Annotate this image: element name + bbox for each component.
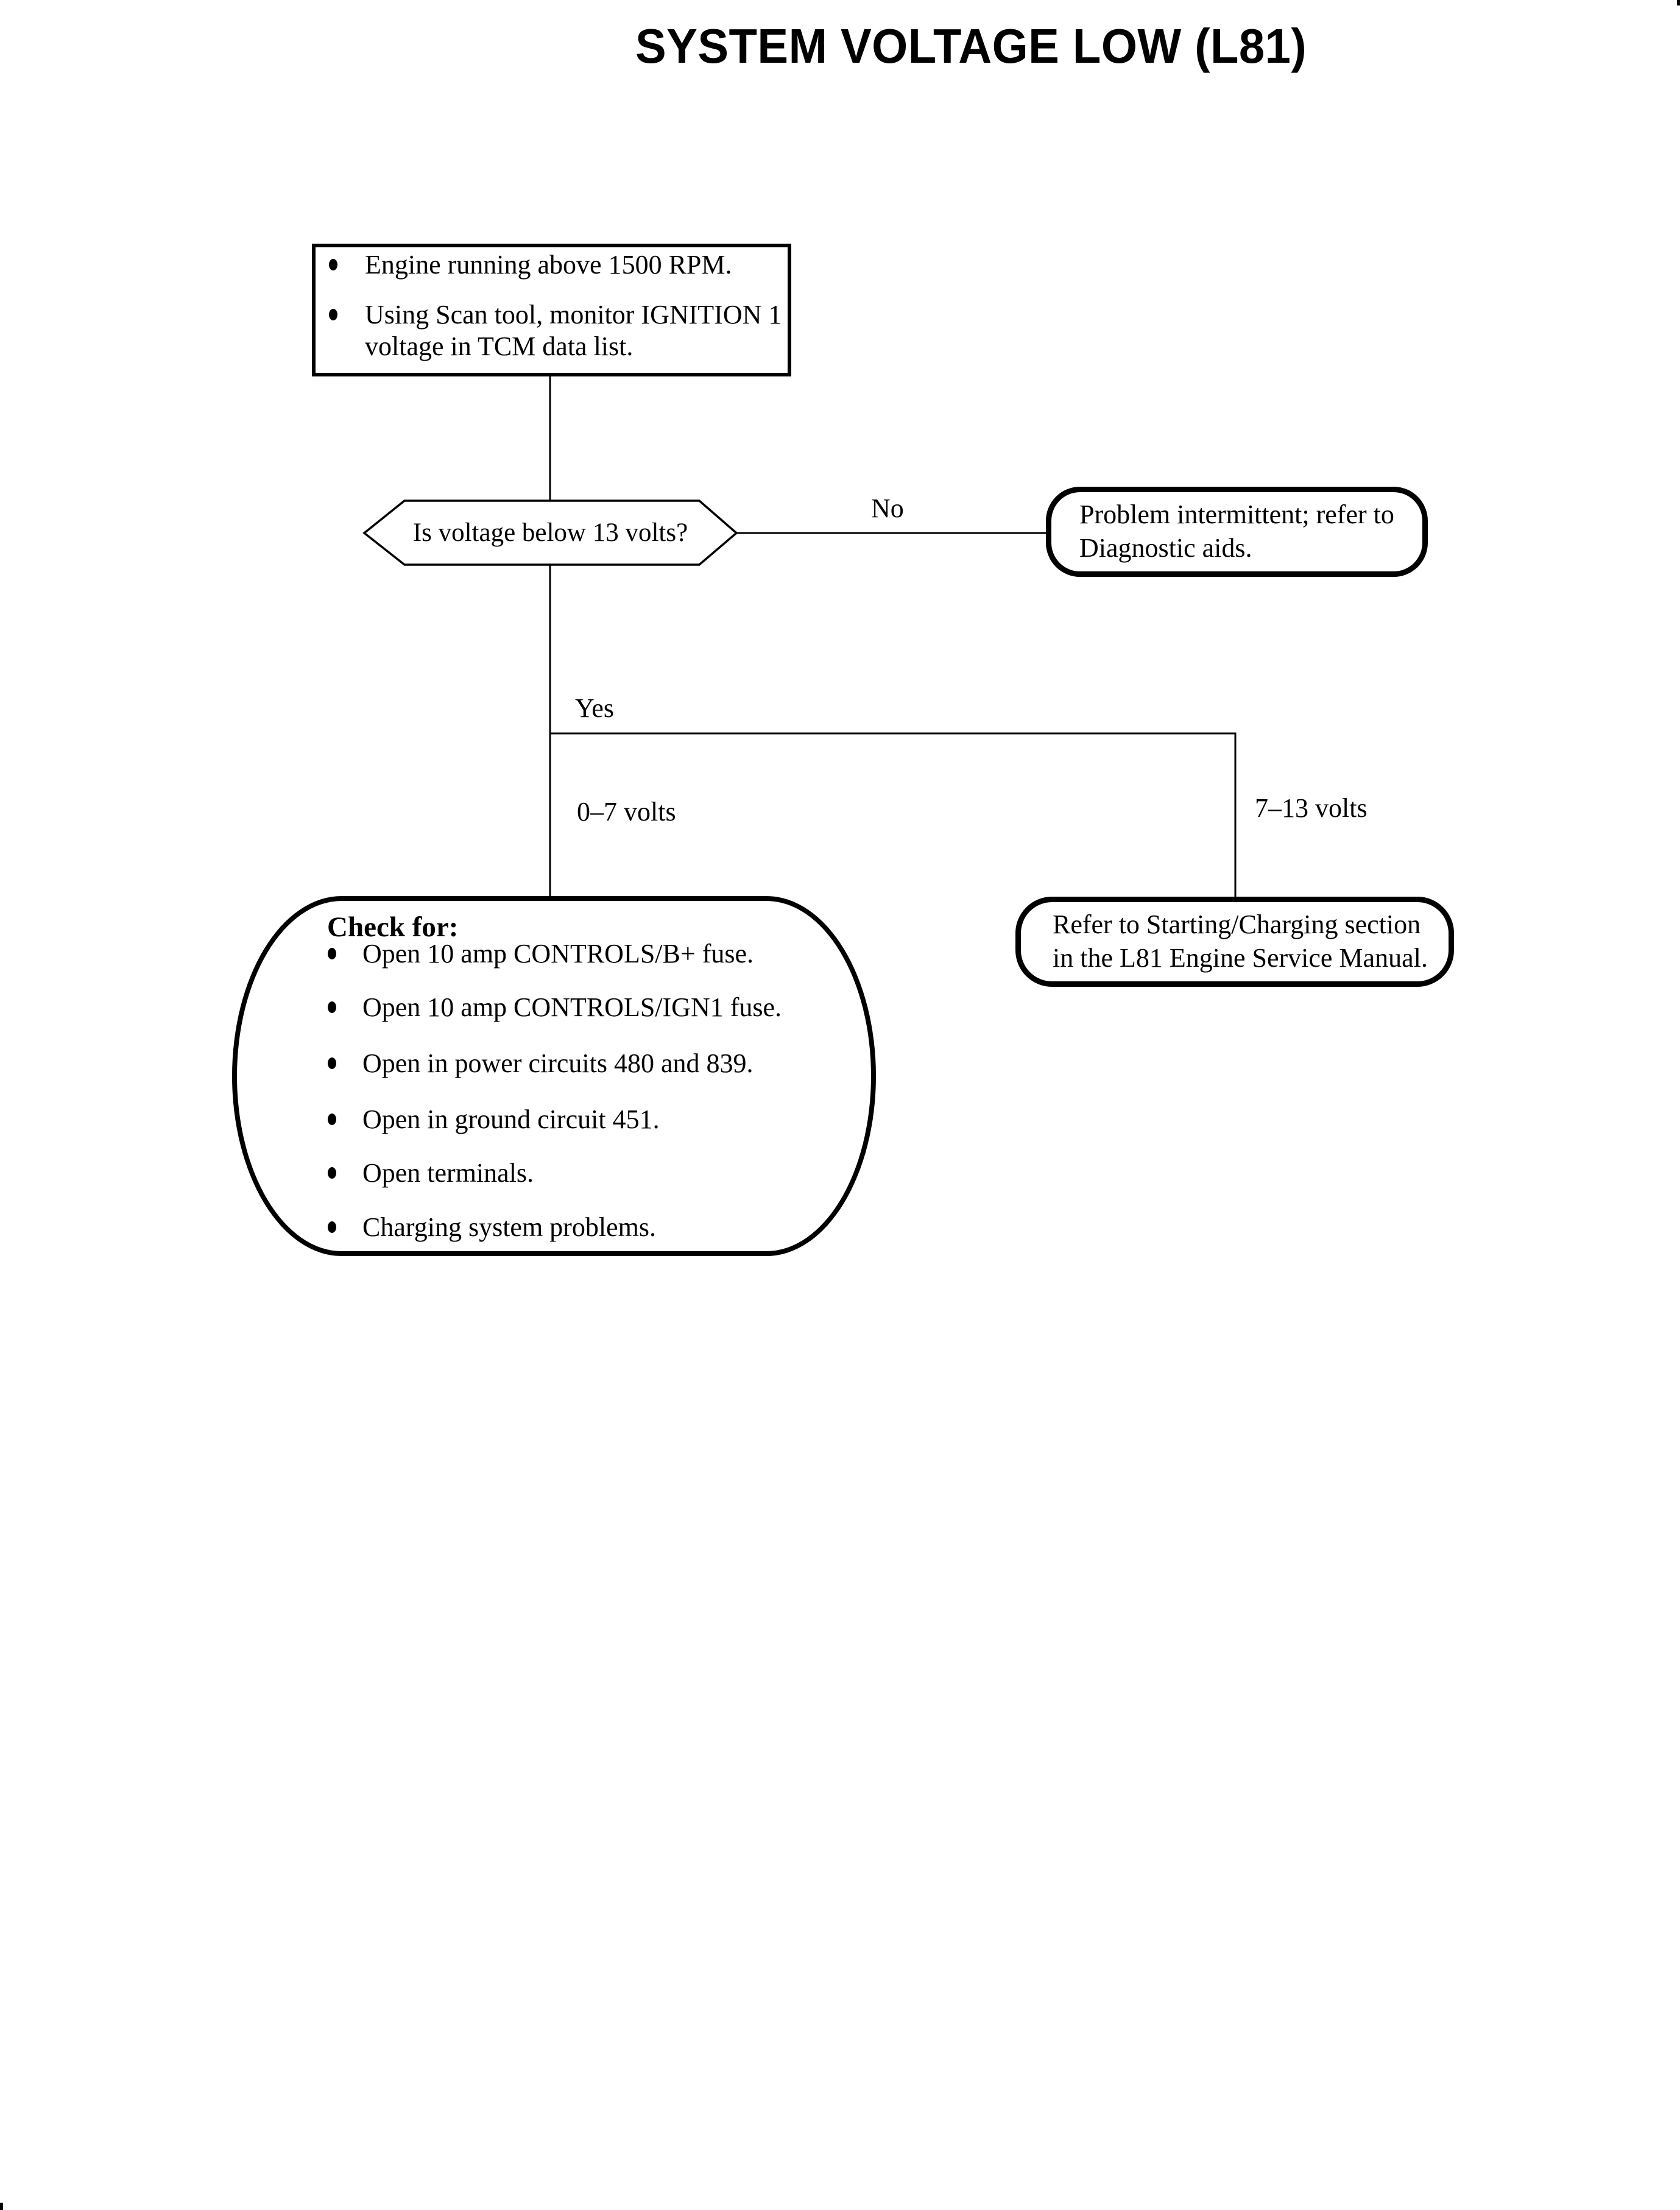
no-result-line-2: Diagnostic aids. [1079,533,1252,563]
check-bullet-6: Charging system problems. [362,1212,656,1242]
list-item [328,1157,534,1189]
bullet-icon [328,1114,336,1125]
bullet-icon [328,1221,336,1233]
list-item [329,249,732,281]
list-item [328,992,782,1023]
bullet-icon [328,948,336,959]
high-volts-result-text [1053,908,1428,975]
bullet-icon [329,259,337,270]
start-bullet-2 [365,299,782,362]
no-result-text [1079,498,1394,565]
list-item [328,938,754,970]
list-item [328,1212,656,1243]
check-bullet-5: Open terminals. [362,1158,534,1188]
no-label: No [871,493,904,523]
check-bullet-2: Open 10 amp CONTROLS/IGN1 fuse. [362,992,782,1022]
check-bullet-3: Open in power circuits 480 and 839. [362,1048,754,1078]
high-volts-label: 7–13 volts [1255,793,1368,823]
decision-question: Is voltage below 13 volts? [412,518,688,547]
bullet-icon [329,309,337,320]
high-volts-result-line-2: in the L81 Engine Service Manual. [1053,943,1428,973]
low-volts-label: 0–7 volts [577,797,676,827]
page-title: SYSTEM VOLTAGE LOW (L81) [635,19,1307,73]
bullet-icon [328,1001,336,1013]
bullet-icon [328,1167,336,1179]
start-bullet-2-line-1: Using Scan tool, monitor IGNITION 1 [365,300,782,330]
scan-artifact [1677,0,1680,5]
bullet-icon [328,1057,336,1069]
yes-label: Yes [575,693,615,723]
high-volts-result-line-1: Refer to Starting/Charging section [1053,909,1421,939]
list-item [328,1048,754,1079]
list-item [329,299,782,362]
list-item [328,1104,660,1135]
check-bullet-1: Open 10 amp CONTROLS/B+ fuse. [362,939,754,969]
start-bullet-1: Engine running above 1500 RPM. [365,250,732,280]
start-bullet-2-line-2: voltage in TCM data list. [365,331,634,361]
no-result-line-1: Problem intermittent; refer to [1079,500,1394,529]
scan-artifact [0,2203,3,2210]
check-bullet-4: Open in ground circuit 451. [362,1104,660,1134]
check-for-heading: Check for: [327,911,459,943]
